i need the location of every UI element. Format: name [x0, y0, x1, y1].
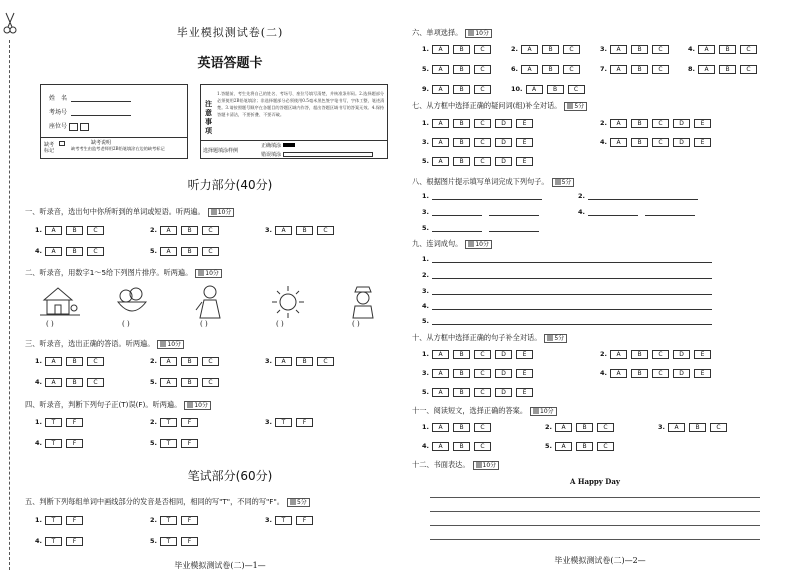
option-b[interactable]: B: [453, 85, 470, 94]
option-c[interactable]: C: [202, 357, 219, 366]
option-b[interactable]: B: [719, 45, 736, 54]
pen-icon: [211, 209, 217, 215]
option-b[interactable]: B: [181, 247, 198, 256]
option-c[interactable]: C: [568, 85, 585, 94]
absent-title: 缺考说明: [91, 140, 112, 146]
seat-box[interactable]: [80, 123, 89, 131]
option-a[interactable]: A: [432, 45, 449, 54]
option-b[interactable]: B: [631, 65, 648, 74]
option-a[interactable]: A: [610, 369, 627, 378]
option-b[interactable]: B: [576, 423, 593, 432]
cut-line: [9, 40, 10, 570]
option-c[interactable]: C: [474, 388, 491, 397]
option-a[interactable]: A: [610, 45, 627, 54]
answer-line[interactable]: [432, 302, 712, 310]
answer-row: 2. A B C: [511, 45, 584, 54]
answer-row: 7. A B C: [600, 65, 673, 74]
option-c[interactable]: C: [317, 357, 334, 366]
option-b[interactable]: B: [66, 378, 83, 387]
option-d[interactable]: D: [495, 119, 512, 128]
section-7-title: 七、从方框中选择正确的疑问词(组)补全对话。 5分: [412, 101, 587, 111]
section-2-title: 二、听录音，用数字1～5给下列图片排序。听两遍。 10分: [25, 268, 222, 278]
sample-area: [201, 140, 388, 159]
answer-row: 1. A B C D E: [422, 119, 537, 128]
writing-line[interactable]: [430, 525, 760, 526]
section-8-title: 八、根据图片提示填写单词完成下列句子。 5分: [412, 177, 574, 187]
option-c[interactable]: C: [87, 247, 104, 256]
option-a[interactable]: A: [160, 378, 177, 387]
answer-row: 2. T F: [150, 418, 202, 427]
option-b[interactable]: B: [66, 247, 83, 256]
section-3-title: 三、听录音，选出正确的答语。听两遍。 10分: [25, 339, 184, 349]
score-box: 10分: [184, 401, 211, 410]
option-c[interactable]: C: [474, 85, 491, 94]
answer-row: 1. A B C: [35, 226, 108, 235]
seat-row: 座位号: [49, 121, 89, 131]
option-f[interactable]: F: [181, 537, 198, 546]
option-b[interactable]: B: [631, 119, 648, 128]
option-d[interactable]: D: [673, 119, 690, 128]
answer-row: 2. T F: [150, 516, 202, 525]
option-b[interactable]: B: [631, 350, 648, 359]
exam-no-row: 考场号: [49, 107, 131, 116]
option-b[interactable]: B: [66, 226, 83, 235]
fill-row: 3.: [422, 208, 539, 216]
option-e[interactable]: E: [694, 350, 711, 359]
score-box: 5分: [544, 334, 567, 343]
notice-box: [200, 84, 388, 159]
essay-title: A Happy Day: [570, 477, 620, 486]
answer-line[interactable]: [432, 208, 482, 216]
order-blank[interactable]: ( ): [46, 320, 54, 328]
option-d[interactable]: D: [673, 138, 690, 147]
option-t[interactable]: T: [160, 418, 177, 427]
pen-icon: [533, 408, 539, 414]
sentence-row: 3.: [422, 287, 712, 295]
answer-row: 4. A B C D E: [600, 369, 715, 378]
answer-row: 5. A B C: [150, 378, 223, 387]
order-blank[interactable]: ( ): [352, 320, 360, 328]
option-f[interactable]: F: [66, 439, 83, 448]
score-box: 10分: [195, 269, 222, 278]
sentence-row: 4.: [422, 302, 712, 310]
answer-line[interactable]: [588, 208, 638, 216]
option-c[interactable]: C: [474, 442, 491, 451]
option-e[interactable]: E: [516, 369, 533, 378]
section-9-title: 九、连词成句。 10分: [412, 239, 492, 249]
answer-row: 4. T F: [35, 439, 87, 448]
answer-row: 4. T F: [35, 537, 87, 546]
option-e[interactable]: E: [516, 138, 533, 147]
option-a[interactable]: A: [432, 369, 449, 378]
option-a[interactable]: A: [432, 442, 449, 451]
option-e[interactable]: E: [516, 119, 533, 128]
option-a[interactable]: A: [698, 65, 715, 74]
option-a[interactable]: A: [555, 442, 572, 451]
absent-checkbox[interactable]: [59, 141, 65, 146]
answer-row: 3. A B C: [658, 423, 731, 432]
answer-row: 9. A B C: [422, 85, 495, 94]
page-subtitle: 英语答题卡: [197, 56, 263, 71]
answer-row: 4. A B C: [35, 247, 108, 256]
writing-heading: 笔试部分(60分): [187, 469, 273, 483]
sample-label: 选择题填涂样例: [203, 148, 239, 154]
answer-row: 10. A B C: [511, 85, 589, 94]
option-a[interactable]: A: [160, 247, 177, 256]
option-f[interactable]: F: [181, 418, 198, 427]
absent-text: 缺考考生由监考老师用2B铅笔填涂右边的缺考标记: [71, 146, 165, 151]
option-f[interactable]: F: [181, 516, 198, 525]
exam-no-field[interactable]: [71, 109, 131, 116]
option-d[interactable]: D: [495, 157, 512, 166]
writing-line[interactable]: [430, 497, 760, 498]
option-d[interactable]: D: [495, 369, 512, 378]
option-a[interactable]: A: [432, 85, 449, 94]
sentence-row: 1.: [422, 255, 712, 263]
option-c[interactable]: C: [597, 442, 614, 451]
option-b[interactable]: B: [453, 388, 470, 397]
option-b[interactable]: B: [453, 350, 470, 359]
pen-icon: [547, 335, 553, 341]
answer-row: 3. A B C D E: [422, 369, 537, 378]
option-b[interactable]: B: [453, 65, 470, 74]
option-b[interactable]: B: [576, 442, 593, 451]
answer-row: 3. T F: [265, 418, 317, 427]
option-a[interactable]: A: [432, 423, 449, 432]
option-c[interactable]: C: [202, 378, 219, 387]
answer-row: 6. A B C: [511, 65, 584, 74]
child-picture: [190, 284, 230, 324]
notice-text: 1.答题前，考生先将自己的姓名、考场号、座位号填写清楚，并核准条形码。2.选择题部分必须使用2B铅笔填涂；非选择题部分必须使用0.5毫米黑色签字笔书写，字体工整，笔迹清楚。3.请按照题号顺序在各题目的答题区域内作答，超出答题区域书写的答案无效。4.保持答题卡清洁，不要折叠、不要弄破。: [217, 91, 385, 117]
option-b[interactable]: B: [453, 369, 470, 378]
writing-line[interactable]: [430, 511, 760, 512]
listening-heading: 听力部分(40分): [187, 178, 273, 192]
option-b[interactable]: B: [453, 157, 470, 166]
answer-row: 1. A B C D E: [422, 350, 537, 359]
option-d[interactable]: D: [495, 138, 512, 147]
option-b[interactable]: B: [181, 226, 198, 235]
option-b[interactable]: B: [542, 45, 559, 54]
option-a[interactable]: A: [160, 226, 177, 235]
answer-row: 8. A B C: [688, 65, 761, 74]
option-a[interactable]: A: [432, 65, 449, 74]
score-box: 10分: [465, 29, 492, 38]
option-f[interactable]: F: [296, 516, 313, 525]
option-a[interactable]: A: [45, 226, 62, 235]
sentence-row: 2.: [422, 271, 712, 279]
answer-row: 4. A B C: [422, 442, 495, 451]
option-a[interactable]: A: [45, 378, 62, 387]
option-a[interactable]: A: [275, 357, 292, 366]
option-a[interactable]: A: [610, 65, 627, 74]
sun-picture: [268, 284, 308, 324]
answer-line[interactable]: [432, 271, 712, 279]
section-1-title: 一、听录音，选出句中你所听到的单词或短语。听两遍。 10分: [25, 207, 234, 217]
pen-icon: [468, 30, 474, 36]
option-t[interactable]: T: [160, 439, 177, 448]
option-a[interactable]: A: [698, 45, 715, 54]
option-c[interactable]: C: [87, 378, 104, 387]
option-d[interactable]: D: [673, 350, 690, 359]
option-b[interactable]: B: [631, 369, 648, 378]
option-f[interactable]: F: [296, 418, 313, 427]
option-c[interactable]: C: [740, 65, 757, 74]
option-t[interactable]: T: [45, 418, 62, 427]
answer-line[interactable]: [432, 317, 712, 325]
student-info-box: [40, 84, 188, 159]
police-picture: [343, 284, 383, 324]
answer-line[interactable]: [432, 192, 542, 200]
option-a[interactable]: A: [45, 247, 62, 256]
section-11-title: 十一、阅读短文，选择正确的答案。 10分: [412, 406, 557, 416]
answer-line[interactable]: [588, 192, 698, 200]
option-e[interactable]: E: [694, 138, 711, 147]
option-a[interactable]: A: [526, 85, 543, 94]
option-a[interactable]: A: [45, 357, 62, 366]
option-c[interactable]: C: [563, 65, 580, 74]
sentence-row: 5.: [422, 317, 712, 325]
option-d[interactable]: D: [673, 369, 690, 378]
option-a[interactable]: A: [521, 45, 538, 54]
option-a[interactable]: A: [432, 119, 449, 128]
option-t[interactable]: T: [275, 516, 292, 525]
answer-row: 3. A B C: [265, 226, 338, 235]
answer-row: 1. A B C: [35, 357, 108, 366]
page-title: 毕业模拟测试卷(二): [176, 26, 284, 39]
answer-row: 5. T F: [150, 439, 202, 448]
option-a[interactable]: A: [555, 423, 572, 432]
writing-line[interactable]: [430, 539, 760, 540]
option-c[interactable]: C: [652, 369, 669, 378]
option-a[interactable]: A: [432, 138, 449, 147]
pen-icon: [290, 499, 296, 505]
answer-row: 5. A B C D E: [422, 388, 537, 397]
option-c[interactable]: C: [474, 138, 491, 147]
option-t[interactable]: T: [160, 537, 177, 546]
option-a[interactable]: A: [275, 226, 292, 235]
wrong-sample-marks: [283, 152, 373, 157]
option-t[interactable]: T: [45, 439, 62, 448]
answer-row: 4. A B C D E: [600, 138, 715, 147]
footer-page-2: 毕业模拟测试卷(二)—2—: [554, 556, 646, 565]
option-b[interactable]: B: [181, 378, 198, 387]
answer-row: 2. A B C: [545, 423, 618, 432]
answer-row: 4. A B C: [688, 45, 761, 54]
order-blank[interactable]: ( ): [276, 320, 284, 328]
option-b[interactable]: B: [66, 357, 83, 366]
name-row: 姓 名: [49, 93, 131, 102]
house-picture: [40, 284, 80, 324]
option-c[interactable]: C: [652, 65, 669, 74]
pen-icon: [468, 241, 474, 247]
option-b[interactable]: B: [453, 119, 470, 128]
option-f[interactable]: F: [66, 537, 83, 546]
option-t[interactable]: T: [45, 537, 62, 546]
option-b[interactable]: B: [631, 138, 648, 147]
answer-row: 3. A B C D E: [422, 138, 537, 147]
option-e[interactable]: E: [516, 388, 533, 397]
answer-row: 1. T F: [35, 516, 87, 525]
notice-label: 注意事项: [205, 99, 212, 135]
option-b[interactable]: B: [547, 85, 564, 94]
option-c[interactable]: C: [474, 157, 491, 166]
answer-row: 5. T F: [150, 537, 202, 546]
option-b[interactable]: B: [296, 226, 313, 235]
option-a[interactable]: A: [610, 350, 627, 359]
fill-row: 2.: [578, 192, 698, 200]
answer-row: 4. A B C: [35, 378, 108, 387]
option-c[interactable]: C: [474, 119, 491, 128]
option-c[interactable]: C: [710, 423, 727, 432]
section-5-title: 五、判断下列每组单词中画线部分的发音是否相同，相同的写"T"，不同的写"F"。 5分: [25, 497, 310, 507]
fill-row: 4.: [578, 208, 695, 216]
pen-icon: [160, 341, 166, 347]
answer-line[interactable]: [645, 208, 695, 216]
option-t[interactable]: T: [160, 516, 177, 525]
option-c[interactable]: C: [202, 226, 219, 235]
answer-row: 3. A B C: [265, 357, 338, 366]
option-e[interactable]: E: [694, 119, 711, 128]
option-c[interactable]: C: [202, 247, 219, 256]
answer-row: 1. T F: [35, 418, 87, 427]
absent-label: 缺考标记: [44, 142, 55, 154]
option-b[interactable]: B: [631, 45, 648, 54]
option-b[interactable]: B: [453, 45, 470, 54]
answer-line[interactable]: [432, 224, 482, 232]
option-f[interactable]: F: [66, 516, 83, 525]
option-c[interactable]: C: [474, 423, 491, 432]
seat-box[interactable]: [69, 123, 78, 131]
option-b[interactable]: B: [453, 138, 470, 147]
option-f[interactable]: F: [181, 439, 198, 448]
answer-line[interactable]: [489, 208, 539, 216]
correct-sample-mark: [283, 143, 295, 147]
option-c[interactable]: C: [474, 350, 491, 359]
option-a[interactable]: A: [432, 350, 449, 359]
option-c[interactable]: C: [317, 226, 334, 235]
pen-icon: [555, 179, 561, 185]
answer-row: 2. A B C: [150, 226, 223, 235]
fruit-basket-picture: [112, 284, 152, 324]
option-a[interactable]: A: [521, 65, 538, 74]
option-a[interactable]: A: [668, 423, 685, 432]
option-c[interactable]: C: [652, 119, 669, 128]
pen-icon: [198, 270, 204, 276]
answer-row: 5. A B C: [422, 65, 495, 74]
option-b[interactable]: B: [689, 423, 706, 432]
score-box: 10分: [157, 340, 184, 349]
absent-box: [41, 137, 188, 159]
score-box: 5分: [287, 498, 310, 507]
answer-row: 5. A B C: [545, 442, 618, 451]
score-box: 5分: [552, 178, 575, 187]
pen-icon: [476, 462, 482, 468]
order-blank[interactable]: ( ): [200, 320, 208, 328]
score-box: 10分: [473, 461, 500, 470]
scissor-icon: [3, 12, 23, 572]
answer-row: 1. A B C: [422, 423, 495, 432]
option-d[interactable]: D: [495, 388, 512, 397]
answer-line[interactable]: [432, 255, 712, 263]
score-box: 5分: [564, 102, 587, 111]
option-t[interactable]: T: [275, 418, 292, 427]
option-c[interactable]: C: [474, 45, 491, 54]
pen-icon: [567, 103, 573, 109]
option-e[interactable]: E: [516, 157, 533, 166]
option-c[interactable]: C: [474, 369, 491, 378]
option-c[interactable]: C: [87, 357, 104, 366]
answer-line[interactable]: [432, 287, 712, 295]
option-a[interactable]: A: [432, 157, 449, 166]
answer-row: 3. T F: [265, 516, 317, 525]
fill-row: 1.: [422, 192, 542, 200]
option-b[interactable]: B: [181, 357, 198, 366]
section-12-title: 十二、书面表达。 10分: [412, 460, 499, 470]
answer-row: 2. A B C D E: [600, 119, 715, 128]
answer-row: 3. A B C: [600, 45, 673, 54]
answer-line[interactable]: [489, 224, 539, 232]
option-a[interactable]: A: [432, 388, 449, 397]
score-box: 10分: [208, 208, 235, 217]
option-c[interactable]: C: [652, 138, 669, 147]
score-box: 10分: [465, 240, 492, 249]
option-t[interactable]: T: [45, 516, 62, 525]
order-blank[interactable]: ( ): [122, 320, 130, 328]
answer-row: 2. A B C D E: [600, 350, 715, 359]
answer-row: 2. A B C: [150, 357, 223, 366]
section-6-title: 六、单项选择。 10分: [412, 28, 492, 38]
option-b[interactable]: B: [453, 423, 470, 432]
option-f[interactable]: F: [66, 418, 83, 427]
footer-page-1: 毕业模拟测试卷(二)—1—: [174, 561, 266, 570]
option-d[interactable]: D: [495, 350, 512, 359]
pen-icon: [187, 402, 193, 408]
option-b[interactable]: B: [542, 65, 559, 74]
option-a[interactable]: A: [610, 119, 627, 128]
fill-row: 5.: [422, 224, 539, 232]
option-c[interactable]: C: [740, 45, 757, 54]
option-a[interactable]: A: [610, 138, 627, 147]
score-box: 10分: [530, 407, 557, 416]
option-c[interactable]: C: [597, 423, 614, 432]
option-c[interactable]: C: [474, 65, 491, 74]
option-c[interactable]: C: [87, 226, 104, 235]
option-a[interactable]: A: [160, 357, 177, 366]
answer-row: 5. A B C D E: [422, 157, 537, 166]
option-e[interactable]: E: [694, 369, 711, 378]
option-b[interactable]: B: [719, 65, 736, 74]
answer-row: 1. A B C: [422, 45, 495, 54]
option-c[interactable]: C: [652, 350, 669, 359]
option-e[interactable]: E: [516, 350, 533, 359]
option-c[interactable]: C: [652, 45, 669, 54]
answer-row: 5. A B C: [150, 247, 223, 256]
section-4-title: 四、听录音，判断下列句子正(T)误(F)。听两遍。 10分: [25, 400, 211, 410]
option-b[interactable]: B: [453, 442, 470, 451]
section-10-title: 十、从方框中选择正确的句子补全对话。 5分: [412, 333, 567, 343]
option-b[interactable]: B: [296, 357, 313, 366]
correct-label: 正确填涂: [261, 143, 282, 149]
name-field[interactable]: [71, 95, 131, 102]
wrong-label: 错误填涂: [261, 152, 282, 158]
option-c[interactable]: C: [563, 45, 580, 54]
